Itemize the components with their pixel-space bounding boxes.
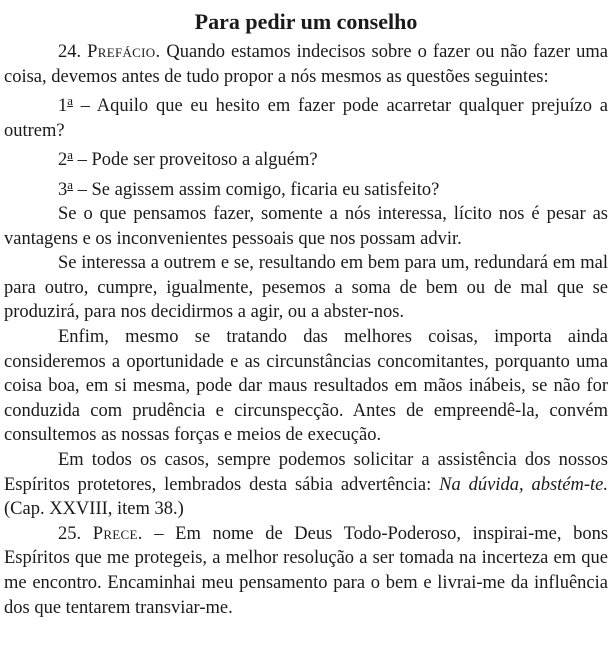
paragraph-text: – Em nome de Deus Todo-Poderoso, inspirai-me, bons Espíritos que me protegeis, a melhor resolução a ser tomada na incerteza em que me encontro. Encaminhai meu pensamento para o bem e livrai-me da influência dos que tentarem transviar-me.: [4, 523, 609, 618]
question-number: 3: [58, 179, 68, 200]
section-label: Prece.: [92, 523, 143, 544]
paragraph-others-interest: Se interessa a outrem e se, resultando em bem para um, redundará em mal para outro, cumpre, igualmente, pesemos a soma de bem ou de mal que se produzirá, para nos decidirmos a agir, ou a abster-nos.: [4, 253, 608, 323]
paragraph-24-preface: [4, 40, 608, 89]
paragraph-25-prayer: [4, 522, 608, 620]
page-title: Para pedir um conselho: [194, 9, 418, 34]
question-text: – Aquilo que eu hesito em fazer pode acarretar qualquer prejuízo a outrem?: [4, 96, 608, 141]
question-3: [4, 173, 608, 202]
italic-maxim: Na dúvida, abstém-te.: [439, 474, 608, 495]
ordinal-indicator: a: [67, 93, 73, 109]
ordinal-indicator: a: [67, 147, 73, 163]
question-2: [4, 143, 608, 172]
paragraph-text: Em todos os casos, sempre podemos solicitar a assistência dos nossos Espíritos protetores, lembrados desta sábia advertência:: [4, 449, 608, 495]
paragraph-opportunity: Enfim, mesmo se tratando das melhores coisas, importa ainda consideremos a oportunidade e as circunstâncias concomitantes, porquanto uma coisa boa, em si mesma, pode dar maus resultados em mãos inábeis, se não for conduzida com prudência e circunspecção. Antes de empreendê-la, convém consultemos as nossas forças e meios de execução.: [4, 326, 608, 446]
item-number: 24.: [58, 42, 82, 62]
document-body: [4, 40, 608, 620]
paragraph-text: Quando estamos indecisos sobre o fazer ou não fazer uma coisa, devemos antes de tudo propor a nós mesmos as questões seguintes:: [4, 42, 608, 87]
question-number: 1: [58, 96, 68, 116]
item-number: 25.: [58, 523, 82, 544]
section-label: Prefácio.: [87, 42, 161, 62]
question-number: 2: [58, 150, 68, 170]
question-text: – Pode ser proveitoso a alguém?: [77, 150, 318, 170]
paragraph-assistance: [4, 448, 608, 522]
question-1: [4, 89, 608, 143]
paragraph-personal-interest: Se o que pensamos fazer, somente a nós interessa, lícito nos é pesar as vantagens e os inconvenientes pessoais que nos possam advir.: [4, 204, 608, 249]
chapter-reference: (Cap. XXVIII, item 38.): [4, 499, 184, 520]
question-text: – Se agissem assim comigo, ficaria eu satisfeito?: [77, 179, 440, 200]
ordinal-indicator: a: [67, 176, 73, 192]
